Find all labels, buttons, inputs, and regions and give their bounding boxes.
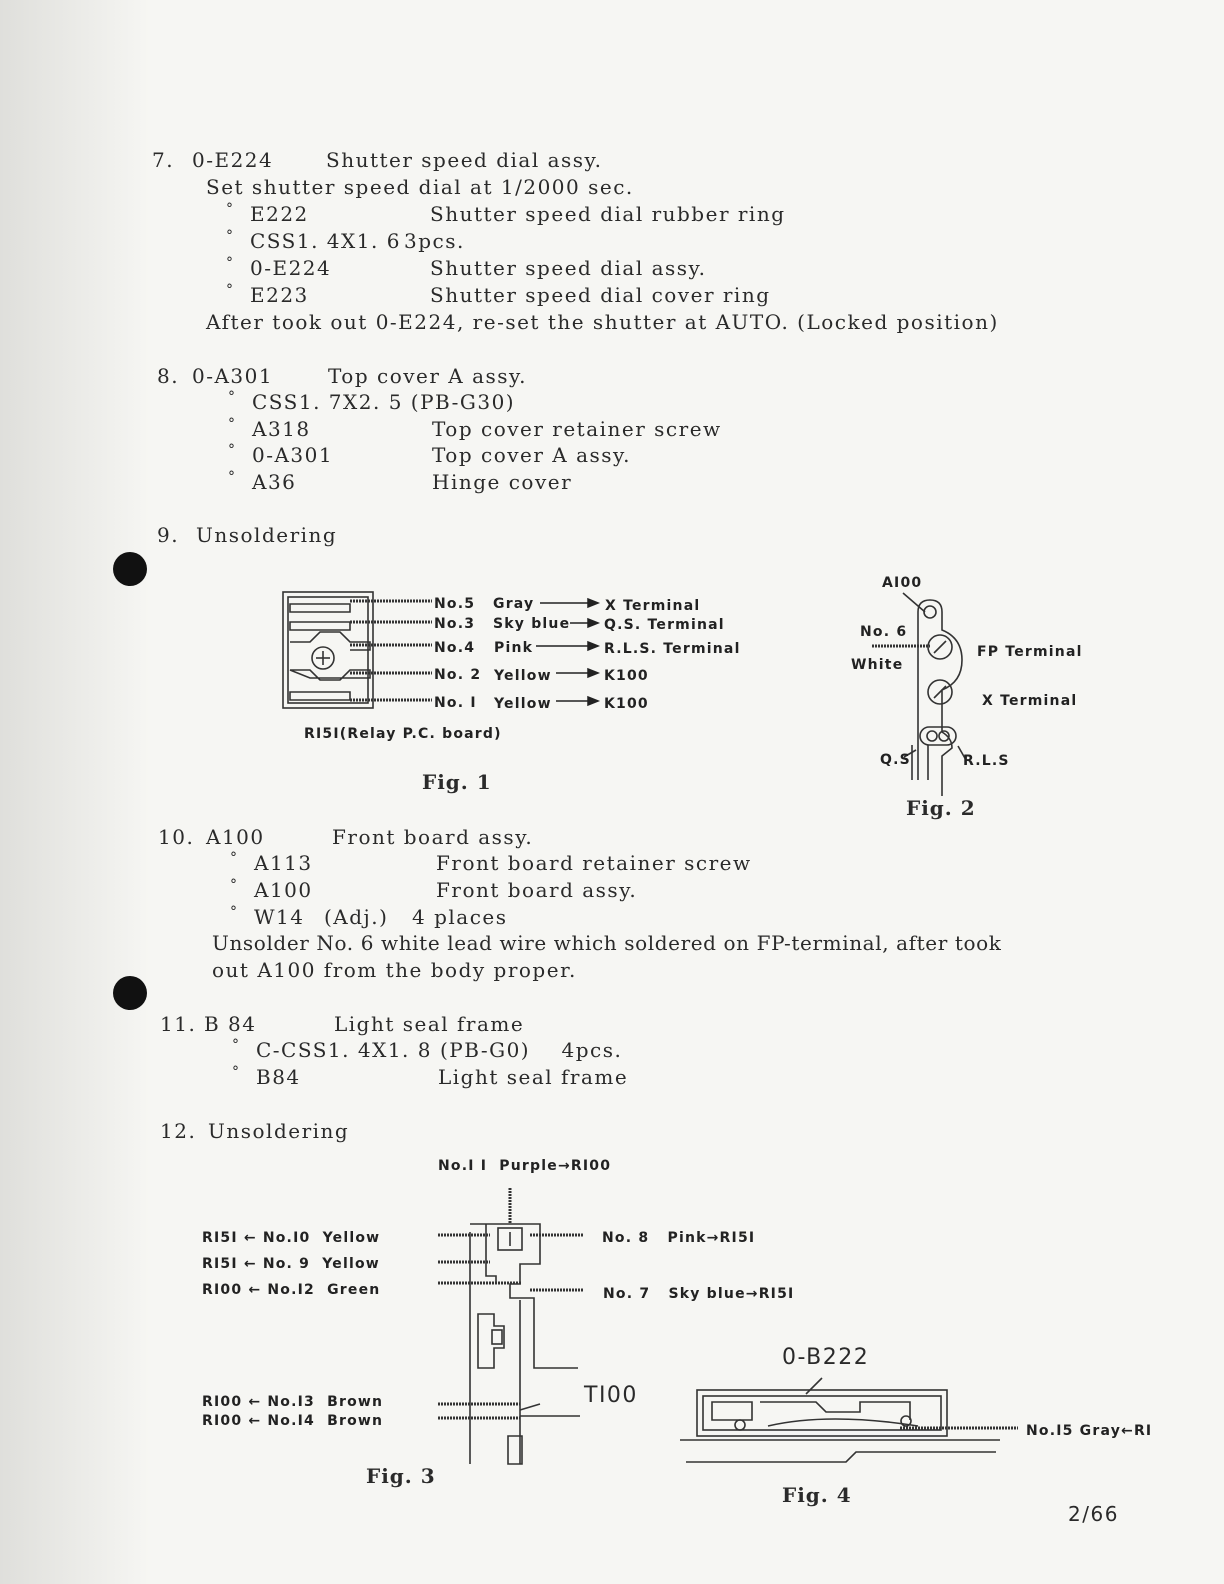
bullet-icon: ° [232,1037,239,1053]
item-desc: Light seal frame [438,1065,629,1089]
item-code: A318 [252,417,311,441]
section-note: out A100 from the body proper. [212,958,577,982]
lead-number: No.3 [434,616,476,632]
lead-color: Yellow [494,668,552,684]
bullet-icon: ° [232,1064,239,1080]
bullet-icon: ° [226,228,233,244]
terminal-label: X Terminal [982,693,1078,709]
section-note: Unsolder No. 6 white lead wire which soldered on FP-terminal, after took [212,931,1002,955]
section-after-note: After took out 0-E224, re-set the shutter at AUTO. (Locked position) [206,310,999,334]
figure-caption: Fig. 2 [906,796,976,820]
item-desc: (Adj.) 4 places [324,905,508,929]
lead-label-top: No.I I Purple→RI00 [438,1158,612,1174]
section-number: 9. [157,523,180,547]
bullet-icon: ° [226,282,233,298]
figure-caption: Fig. 1 [422,770,492,794]
bullet-icon: ° [228,416,235,432]
bullet-icon: ° [230,877,237,893]
lead-color: Pink [494,640,534,656]
fig3-lead-wires [438,1235,584,1418]
page-number: 2/66 [1068,1502,1119,1526]
section-number: 7. [152,148,175,172]
lead-number: No.4 [434,640,476,656]
item-code: W14 [254,905,305,929]
item-desc: Shutter speed dial cover ring [430,283,771,307]
bullet-icon: ° [226,255,233,271]
section-code: 0-A301 [192,364,274,388]
lead-color: White [851,657,904,673]
item-code: B84 [256,1065,301,1089]
lead-destination: Q.S. Terminal [604,617,725,633]
part-label: AI00 [882,575,923,591]
lead-destination: K100 [604,668,649,684]
bullet-icon: ° [228,442,235,458]
lead-number: No. 6 [860,624,908,640]
item-desc: Front board assy. [436,878,638,902]
lead-label-left: RI5I ← No. 9 Yellow [202,1256,380,1272]
lead-number: No.5 [434,596,476,612]
item-code: CSS1. 4X1. 6 [250,229,401,253]
item-code: C-CSS1. 4X1. 8 [256,1038,432,1062]
section-note: Set shutter speed dial at 1/2000 sec. [206,175,634,199]
item-desc: Shutter speed dial rubber ring [430,202,786,226]
bullet-icon: ° [228,469,235,485]
part-label: 0-B222 [782,1345,870,1370]
board-label: RI5I(Relay P.C. board) [304,726,502,742]
fig1-relay-board [283,592,373,708]
section-code: 0-E224 [192,148,274,172]
lead-number: No. 2 [434,667,482,683]
section-title: Unsoldering [196,523,338,547]
section-number: 10. [158,825,195,849]
bullet-icon: ° [226,201,233,217]
item-desc: Top cover A assy. [432,443,632,467]
bullet-icon: ° [230,850,237,866]
bullet-icon: ° [230,904,237,920]
figure-caption: Fig. 4 [782,1483,852,1507]
item-desc: Shutter speed dial assy. [430,256,707,280]
fig4-assembly [680,1378,1000,1462]
fig2-front-board [903,593,966,796]
section-title: Front board assy. [332,825,534,849]
lead-destination: X Terminal [605,598,701,614]
bullet-icon: ° [228,389,235,405]
item-code: CSS1. 7X2. 5 (PB-G30) [252,390,516,414]
lead-destination: K100 [604,696,649,712]
lead-label-right: No. 8 Pink→RI5I [602,1230,756,1246]
lead-color: Yellow [494,696,552,712]
item-code: A36 [252,470,297,494]
lead-color: Gray [493,596,535,612]
section-number: 12. [160,1119,197,1143]
item-code: E222 [250,202,309,226]
lead-number: No. I [434,695,477,711]
item-code: A113 [254,851,313,875]
item-code: 0-A301 [252,443,334,467]
section-code: B 84 [204,1012,257,1036]
item-desc: Top cover retainer screw [432,417,722,441]
lead-label-left: RI00 ← No.I4 Brown [202,1413,384,1429]
item-code: 0-E224 [250,256,332,280]
lead-label-left: RI5I ← No.I0 Yellow [202,1230,381,1246]
section-code: A100 [206,825,265,849]
lead-label: No.I5 Gray←RI [1026,1423,1153,1439]
section-number: 8. [157,364,180,388]
lead-color: Sky blue [493,616,571,632]
lead-label-left: RI00 ← No.I3 Brown [202,1394,384,1410]
section-number: 11. [160,1012,197,1036]
item-desc: Hinge cover [432,470,573,494]
item-desc: Front board retainer screw [436,851,752,875]
lead-label-left: RI00 ← No.I2 Green [202,1282,381,1298]
fig3-assembly [470,1188,580,1464]
terminal-label: R.L.S [963,753,1010,769]
section-title: Shutter speed dial assy. [326,148,603,172]
part-label: TI00 [584,1383,638,1408]
item-code: A100 [254,878,313,902]
item-desc: (PB-G0) 4pcs. [440,1038,623,1062]
terminal-label: Q.S [880,752,911,768]
terminal-label: FP Terminal [977,644,1083,660]
figure-caption: Fig. 3 [366,1464,436,1488]
item-desc: 3pcs. [404,229,465,253]
lead-label-right: No. 7 Sky blue→RI5I [603,1286,795,1302]
section-title: Unsoldering [208,1119,350,1143]
section-title: Top cover A assy. [328,364,528,388]
section-title: Light seal frame [334,1012,525,1036]
item-code: E223 [250,283,309,307]
lead-destination: R.L.S. Terminal [604,641,741,657]
